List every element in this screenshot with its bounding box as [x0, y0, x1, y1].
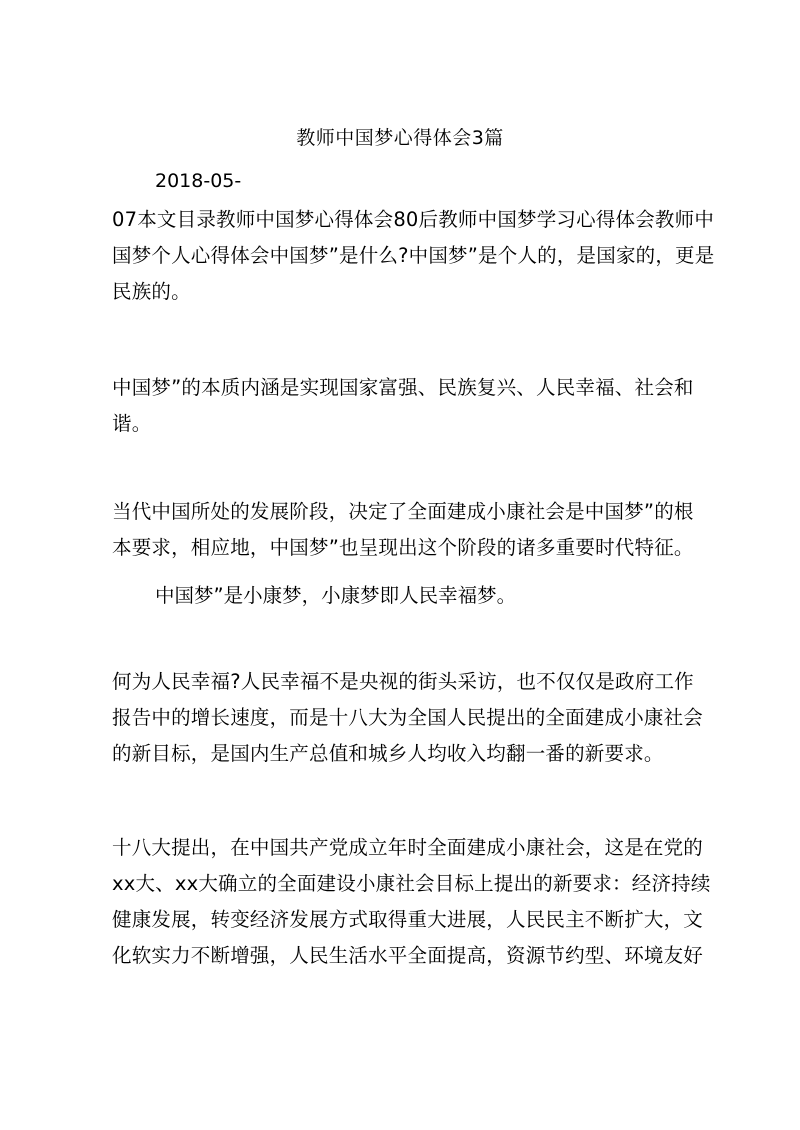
paragraph-4: 中国梦”是小康梦，小康梦即人民幸福梦。 — [155, 584, 517, 607]
paragraph-line: xx大、xx大确立的全面建设小康社会目标上提出的新要求：经济持续 — [112, 872, 711, 895]
paragraph-3 — [112, 494, 697, 566]
paragraph-6 — [112, 830, 711, 974]
paragraph-line: 国梦个人心得体会中国梦”是什么?中国梦”是个人的，是国家的，更是 — [112, 244, 715, 267]
paragraph-line: 何为人民幸福?人民幸福不是央视的街头采访，也不仅仅是政府工作 — [112, 670, 694, 693]
paragraph-line: 十八大提出，在中国共产党成立年时全面建成小康社会，这是在党的 — [112, 836, 704, 859]
paragraph-line: 民族的。 — [112, 280, 191, 303]
paragraph-1 — [112, 202, 715, 310]
document-date: 2018-05- — [155, 170, 242, 192]
paragraph-5 — [112, 664, 704, 772]
paragraph-line: 中国梦”的本质内涵是实现国家富强、民族复兴、人民幸福、社会和 — [112, 376, 694, 399]
paragraph-line: 的新目标，是国内生产总值和城乡人均收入均翻一番的新要求。 — [112, 742, 664, 765]
paragraph-line: 07本文目录教师中国梦心得体会80后教师中国梦学习心得体会教师中 — [112, 208, 715, 231]
paragraph-line: 本要求，相应地，中国梦”也呈现出这个阶段的诸多重要时代特征。 — [112, 536, 694, 559]
paragraph-2 — [112, 370, 697, 442]
paragraph-line: 当代中国所处的发展阶段，决定了全面建成小康社会是中国梦”的根 — [112, 500, 694, 523]
paragraph-line: 健康发展，转变经济发展方式取得重大进展，人民民主不断扩大，文 — [112, 908, 704, 931]
document-title: 教师中国梦心得体会3篇 — [296, 127, 504, 149]
paragraph-line: 谐。 — [112, 412, 152, 435]
paragraph-line: 报告中的增长速度，而是十八大为全国人民提出的全面建成小康社会 — [112, 706, 704, 729]
paragraph-line: 化软实力不断增强，人民生活水平全面提高，资源节约型、环境友好 — [112, 944, 704, 967]
